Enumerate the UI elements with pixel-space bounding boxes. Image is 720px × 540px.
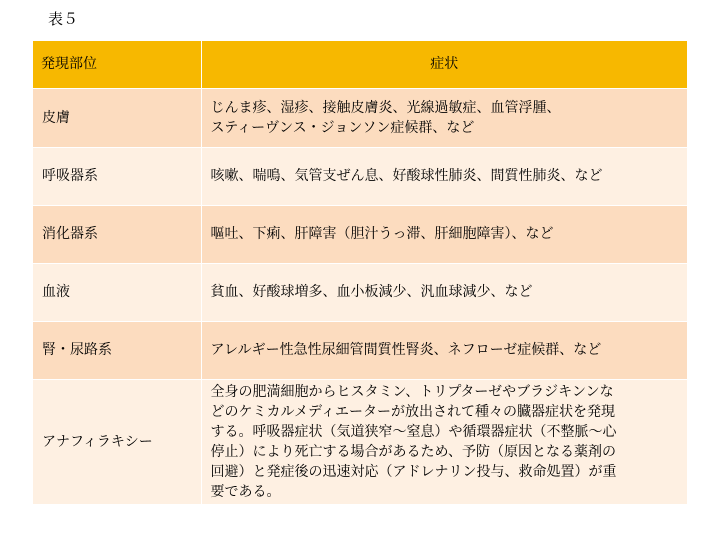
symptoms-cell <box>201 205 687 263</box>
symptom-line: 回避）と発症後の迅速対応（アドレナリン投与、救命処置）が重 <box>210 463 617 480</box>
table-header-row <box>33 41 687 88</box>
table-row <box>33 263 687 321</box>
symptom-line: どのケミカルメディエーターが放出されて種々の臓器症状を発現 <box>210 403 615 420</box>
header-site: 発現部位 <box>33 41 201 88</box>
symptom-line: 要である。 <box>210 483 281 500</box>
symptom-line: 停止）により死亡する場合があるため、予防（原因となる薬剤の <box>210 443 616 460</box>
symptoms-cell <box>201 263 687 321</box>
site-cell: アナフィラキシー <box>33 379 201 504</box>
table-row <box>33 147 687 205</box>
symptom-line: アレルギー性急性尿細管間質性腎炎、ネフローゼ症候群、など <box>210 342 602 358</box>
table-caption: 表５ <box>48 10 79 28</box>
symptoms-table <box>33 41 687 505</box>
site-cell: 皮膚 <box>33 88 201 147</box>
symptoms-cell <box>201 88 687 147</box>
symptoms-cell <box>201 147 687 205</box>
table-row <box>33 379 687 504</box>
symptom-line: 咳嗽、喘鳴、気管支ぜん息、好酸球性肺炎、間質性肺炎、など <box>210 168 603 184</box>
symptom-line: スティーヴンス・ジョンソン症候群、など <box>210 119 475 136</box>
site-cell: 消化器系 <box>33 205 201 263</box>
site-cell: 血液 <box>33 263 201 321</box>
symptom-line: 全身の肥満細胞からヒスタミン、トリプターゼやブラジキンンな <box>210 383 614 400</box>
symptoms-cell <box>201 379 687 504</box>
site-cell: 呼吸器系 <box>33 147 201 205</box>
symptom-line: する。呼吸器症状（気道狭窄～窒息）や循環器症状（不整脈～心 <box>210 423 617 440</box>
header-symptoms: 症状 <box>201 41 687 88</box>
table-row <box>33 88 687 147</box>
symptom-line: じんま疹、湿疹、接触皮膚炎、光線過敏症、血管浮腫、 <box>210 99 561 116</box>
site-cell: 腎・尿路系 <box>33 321 201 379</box>
symptom-line: 嘔吐、下痢、肝障害（胆汁うっ滞、肝細胞障害）、など <box>210 226 554 242</box>
table-row <box>33 205 687 263</box>
symptoms-cell <box>201 321 687 379</box>
table-row <box>33 321 687 379</box>
symptom-line: 貧血、好酸球増多、血小板減少、汎血球減少、など <box>210 284 533 300</box>
